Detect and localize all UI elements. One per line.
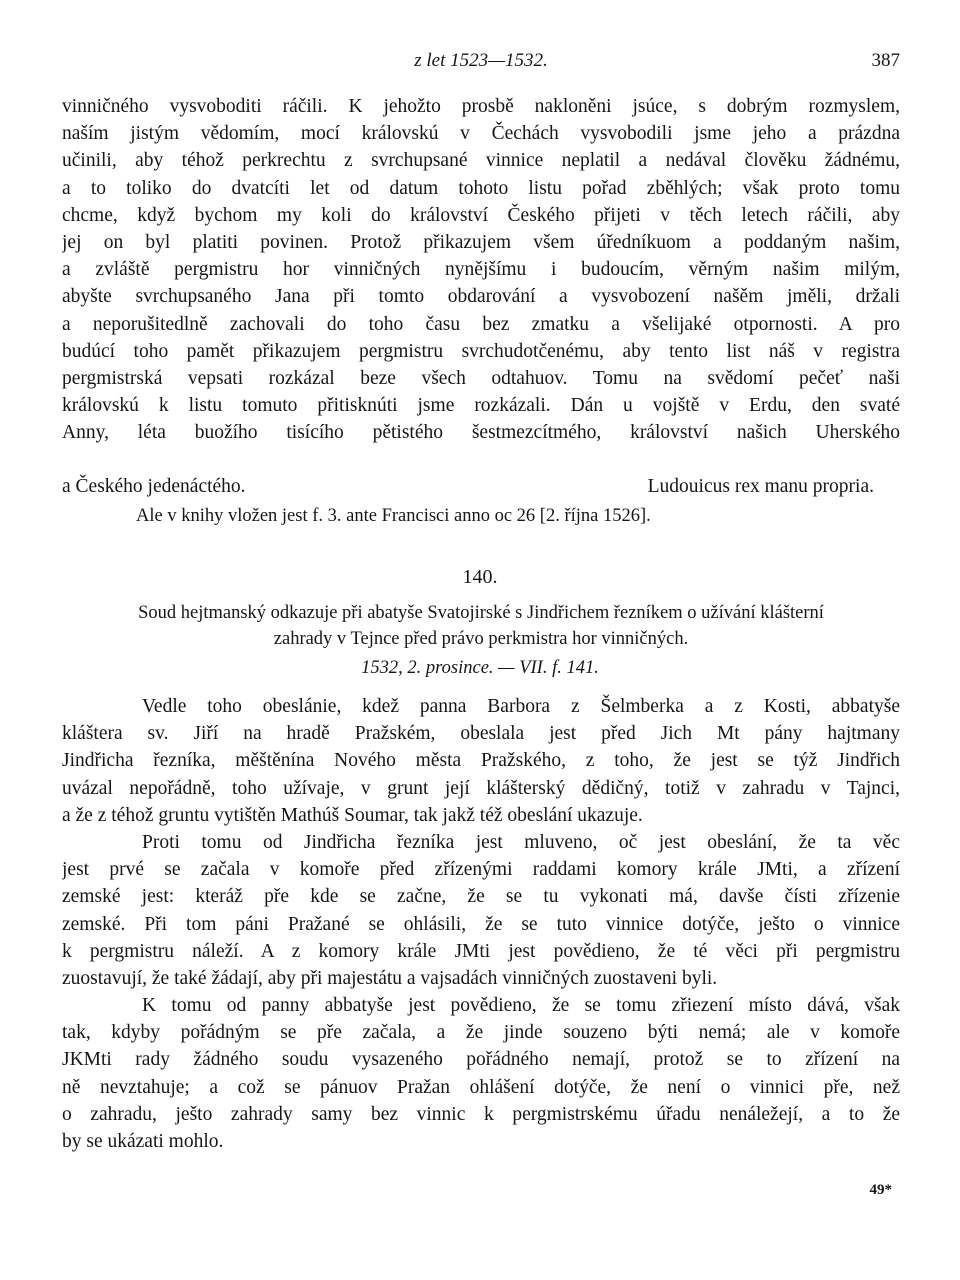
page-number: 387 [871,50,900,71]
text-line: chcme, když bychom my koli do království Českého přijeti v těch letech ráčili, aby [62,204,900,226]
text-line: tak, kdyby pořádným se pře začala, a že jinde souzeno býti nemá; ale v komoře [62,1022,900,1044]
text-line: královskú k listu tomuto přitisknúti jsme rozkázali. Dán u vojště v Erdu, den svaté [62,395,900,417]
text-line: uvázal nepořádně, toho užívaje, v grunt její klášterský dědičný, totiž v zahradu v Tajnci, [62,777,900,799]
continuation-text [62,93,900,446]
text-line: zuostavují, že také žádají, aby při majestátu a vajsadách vinničných zuostaveni byli. [62,967,718,989]
paragraph-2 [62,829,900,992]
paragraph-1 [62,693,900,829]
document-dating: 1532, 2. prosince. — VII. f. 141. [361,658,599,678]
text-line: pergmistrská vepsati rozkázal beze všech odtahuov. Tomu na svědomí pečeť naši [62,367,900,389]
paragraph-3 [62,992,900,1155]
text-line: zemské. Při tom páni Pražané se ohlásili, že se tuto vinnice dotýče, ješto o vinnice [62,913,900,935]
signature-mark: 49* [869,1182,892,1198]
document-regest [62,600,900,652]
signature-line [62,473,900,500]
text-line: budúcí toho pamět přikazujem pergmistru svrchudotčenému, aby tento list náš v registra [62,340,900,362]
page-header [62,46,900,76]
text-line: a zvláště pergmistru hor vinničných nynějšímu i budoucím, věrným našim milým, [62,259,900,281]
text-line: a to toliko do dvatcíti let od datum tohoto listu pořad zběhlých; však proto tomu [62,177,900,199]
text-line: JKMti rady žádného soudu vysazeného pořádného nemají, protož se to zřízení na [62,1049,900,1071]
text-line: k pergmistru náleží. A z komory krále JMti jest povědieno, že té věci při pergmistru [62,940,900,962]
text-line: Jindřicha řezníka, měštěnína Nového města Pražského, z toho, že jest se týž Jindřich [62,750,900,772]
regest-line: zahrady v Tejnce před právo perkmistra hor vinničných. [273,629,689,649]
text-line: naším jistým vědomím, mocí královskú v Čechách vysvobodili jsme jeho a prázdna [62,123,900,145]
closing-date-text: a Českého jedenáctého. [62,476,246,497]
text-line: Proti tomu od Jindřicha řezníka jest mluveno, oč jest obeslání, že ta věc [142,832,900,853]
text-line: Anny, léta buožího tisícího pětistého šestmezcítmého, království našich Uherského [62,422,900,444]
text-line: učinili, aby téhož perkrechtu z svrchupsané vinnice neplatil a nedával člověku žádnému, [62,150,900,172]
text-line: by se ukázati mohlo. [62,1130,224,1152]
text-line: Vedle toho obeslánie, kdež panna Barbora z Šelmberka a z Kosti, abbatyše [142,696,900,717]
running-title: z let 1523—1532. [414,50,548,71]
text-line: a neporušitedlně zachovali do toho času bez zmatku a všelijaké otpornosti. A pro [62,313,900,335]
text-line: o zahradu, ješto zahrady samy bez vinnic k pergmistrskému úřadu nenáležejí, a to že [62,1103,900,1125]
text-line: jej on byl platiti povinen. Protož přikazujem všem úředníkuom a poddaným našim, [62,231,900,253]
text-line: vinničného vysvoboditi ráčili. K jehožto prosbě nakloněni jsúce, s dobrým rozmyslem, [62,96,900,117]
text-line: ně nevztahuje; a což se pánuov Pražan ohlášení dotýče, že není o vinnici pře, než [62,1076,900,1098]
royal-signature: Ludouicus rex manu propria. [647,476,874,497]
text-line: jest prvé se začala v komoře před zřízenými raddami komory krále JMti, a zřízení [62,859,900,881]
text-line: zemské jest: kteráž pře kde se začne, že se tu vykonati má, davše čísti zřízenie [62,886,900,908]
document-number: 140. [462,566,498,588]
text-line: kláštera sv. Jiří na hradě Pražském, obeslala jest před Jich Mt pány hajtmany [62,723,900,745]
text-line: K tomu od panny abbatyše jest povědieno, že se tomu zřiezení místo dává, však [142,995,900,1016]
text-line: a že z téhož gruntu vytištěn Mathúš Soumar, tak jakž též obeslání ukazuje. [62,804,643,826]
registry-note: Ale v knihy vložen jest f. 3. ante Francisci anno oc 26 [2. října 1526]. [136,506,651,526]
text-line: abyšte svrchupsaného Jana při tomto obdarování a vysvobození našěm jměli, držali [62,286,900,308]
signature-block [62,473,900,500]
regest-line: Soud hejtmanský odkazuje při abatyše Svatojirské s Jindřichem řezníkem o užívání klášterní [138,603,824,623]
